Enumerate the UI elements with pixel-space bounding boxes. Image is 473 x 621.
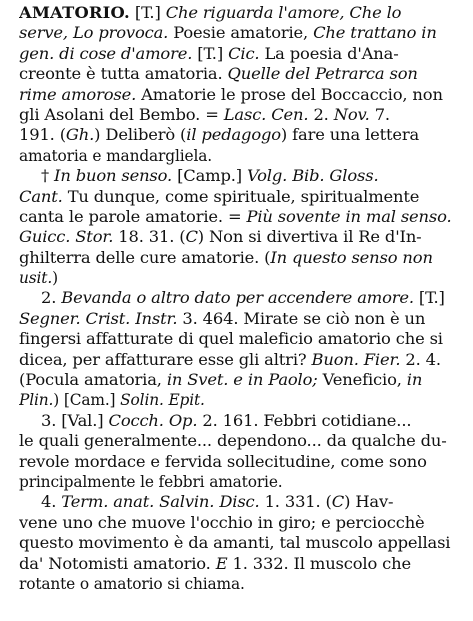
text-run: 191. ( (19, 126, 66, 145)
italic-text: Che trattano in (313, 24, 437, 43)
text-run: dicea, per affatturare esse gli altri? (19, 350, 312, 369)
text-line (19, 390, 459, 410)
text-run: La poesia d'Ana- (259, 44, 399, 63)
text-run: vene uno che muove l'occhio in giro; e perciocchè (19, 513, 425, 532)
text-line (19, 513, 459, 533)
text-run: 1. 332. Il muscolo che (227, 554, 411, 573)
text-run: revole mordace e fervida sollecitudine, come sono (19, 452, 427, 471)
text-line (19, 227, 459, 247)
text-run: 2. 4. (400, 350, 441, 369)
italic-text: E (215, 554, 228, 573)
text-line (19, 105, 459, 125)
text-line (19, 288, 459, 308)
text-run: 2. (308, 105, 334, 124)
text-run: 7. (369, 105, 390, 124)
text-run: (Pocula amatoria, (19, 371, 167, 390)
text-line (19, 146, 459, 166)
text-run: [T.] (413, 289, 445, 308)
text-run: fingersi affatturate di quel maleficio amatorio che si (19, 330, 443, 349)
text-line (19, 554, 459, 574)
italic-text: Più sovente in mal senso. (246, 207, 452, 226)
text-line (19, 3, 459, 23)
italic-text: Gh. (65, 126, 95, 145)
text-line (19, 370, 459, 390)
text-line (19, 85, 459, 105)
italic-text: in Svet. e in Paolo; (166, 371, 318, 390)
italic-text: Guicc. Stor. (19, 228, 114, 247)
text-run: 2. (41, 289, 62, 308)
italic-text: Cocch. Op. (108, 411, 198, 430)
text-run: questo movimento è da amanti, tal muscolo appellasi (19, 534, 451, 553)
text-run: Veneficio, (317, 371, 407, 390)
text-line (19, 452, 459, 472)
text-line (19, 207, 459, 227)
italic-text: serve, Lo provoca. (19, 24, 169, 43)
text-run: ghilterra delle cure amatorie. ( (19, 248, 271, 267)
italic-text: Buon. Fier. (311, 350, 401, 369)
text-line (19, 187, 459, 207)
italic-text: Term. anat. Salvin. Disc. (61, 493, 260, 512)
text-line (19, 411, 459, 431)
text-run: principalmente le febbri amatorie. (19, 472, 283, 491)
text-line (19, 329, 459, 349)
text-run: canta le parole amatorie. = (19, 207, 247, 226)
italic-text: Che riguarda l'amore, Che lo (165, 4, 402, 22)
text-line (19, 574, 459, 594)
italic-text: Lasc. Cen. (223, 105, 309, 124)
text-run: [Camp.] (172, 167, 248, 186)
text-run: ) Deliberò ( (94, 126, 187, 145)
italic-text: Nov. (333, 105, 370, 124)
text-line (19, 268, 459, 288)
text-run: 3. [Val.] (41, 411, 109, 430)
italic-text: Bevanda o altro dato per accendere amore. (61, 289, 414, 308)
text-line (19, 23, 459, 43)
text-line (19, 248, 459, 268)
text-run: 18. 31. ( (113, 228, 186, 247)
italic-text: il pedagogo (186, 126, 281, 145)
italic-text: Plin. (19, 391, 54, 410)
text-run: rotante o amatorio si chiama. (19, 574, 245, 593)
text-line (19, 125, 459, 145)
text-run: [T.] (129, 4, 166, 22)
italic-text: usit. (19, 269, 53, 288)
text-run: le quali generalmente... dependono... da qualche du- (19, 432, 447, 451)
italic-text: C (331, 493, 345, 512)
text-line (19, 492, 459, 512)
italic-text: In questo senso non (270, 248, 433, 267)
text-line (19, 309, 459, 329)
text-run: 4. (41, 493, 62, 512)
text-line (19, 166, 459, 186)
headword: AMATORIO. (19, 4, 130, 22)
italic-text: Quelle del Petrarca son (227, 65, 418, 84)
text-run: Tu dunque, come spirituale, spiritualmente (62, 187, 420, 206)
text-run: ) Hav- (344, 493, 394, 512)
italic-text: Segner. Crist. Instr. (19, 309, 178, 328)
text-run: gli Asolani del Bembo. = (19, 105, 224, 124)
text-run: 2. 161. Febbri cotidiane... (197, 411, 412, 430)
italic-text: gen. di cose d'amore. (19, 44, 193, 63)
text-run: amatoria e mandargliela. (19, 146, 213, 165)
text-run: ) Non si divertiva il Re d'In- (197, 228, 422, 247)
text-run: da' Notomisti amatorio. (19, 554, 216, 573)
text-run: 3. 464. Mirate se ciò non è un (177, 309, 426, 328)
text-line (19, 350, 459, 370)
italic-text: Volg. Bib. Gloss. (247, 167, 379, 186)
italic-text: rime amorose. (19, 85, 137, 104)
text-run: † (41, 167, 55, 186)
text-line (19, 533, 459, 553)
text-line (19, 64, 459, 84)
italic-text: Cic. (228, 44, 260, 63)
text-line (19, 44, 459, 64)
text-run: ) [Cam.] (53, 391, 121, 410)
italic-text: Cant. (19, 187, 63, 206)
text-line (19, 472, 459, 492)
text-line (19, 431, 459, 451)
italic-text: In buon senso. (54, 167, 173, 186)
text-run: creonte è tutta amatoria. (19, 65, 228, 84)
text-run: [T.] (192, 44, 229, 63)
text-run: Poesie amatorie, (168, 24, 314, 43)
italic-text: in (406, 371, 423, 390)
text-run: ) fare una lettera (280, 126, 420, 145)
text-run: Amatorie le prose del Boccaccio, non (136, 85, 443, 104)
italic-text: C (185, 228, 198, 247)
text-run: 1. 331. ( (259, 493, 332, 512)
italic-text: Solin. Epit. (120, 391, 205, 410)
text-run: ) (52, 269, 58, 288)
